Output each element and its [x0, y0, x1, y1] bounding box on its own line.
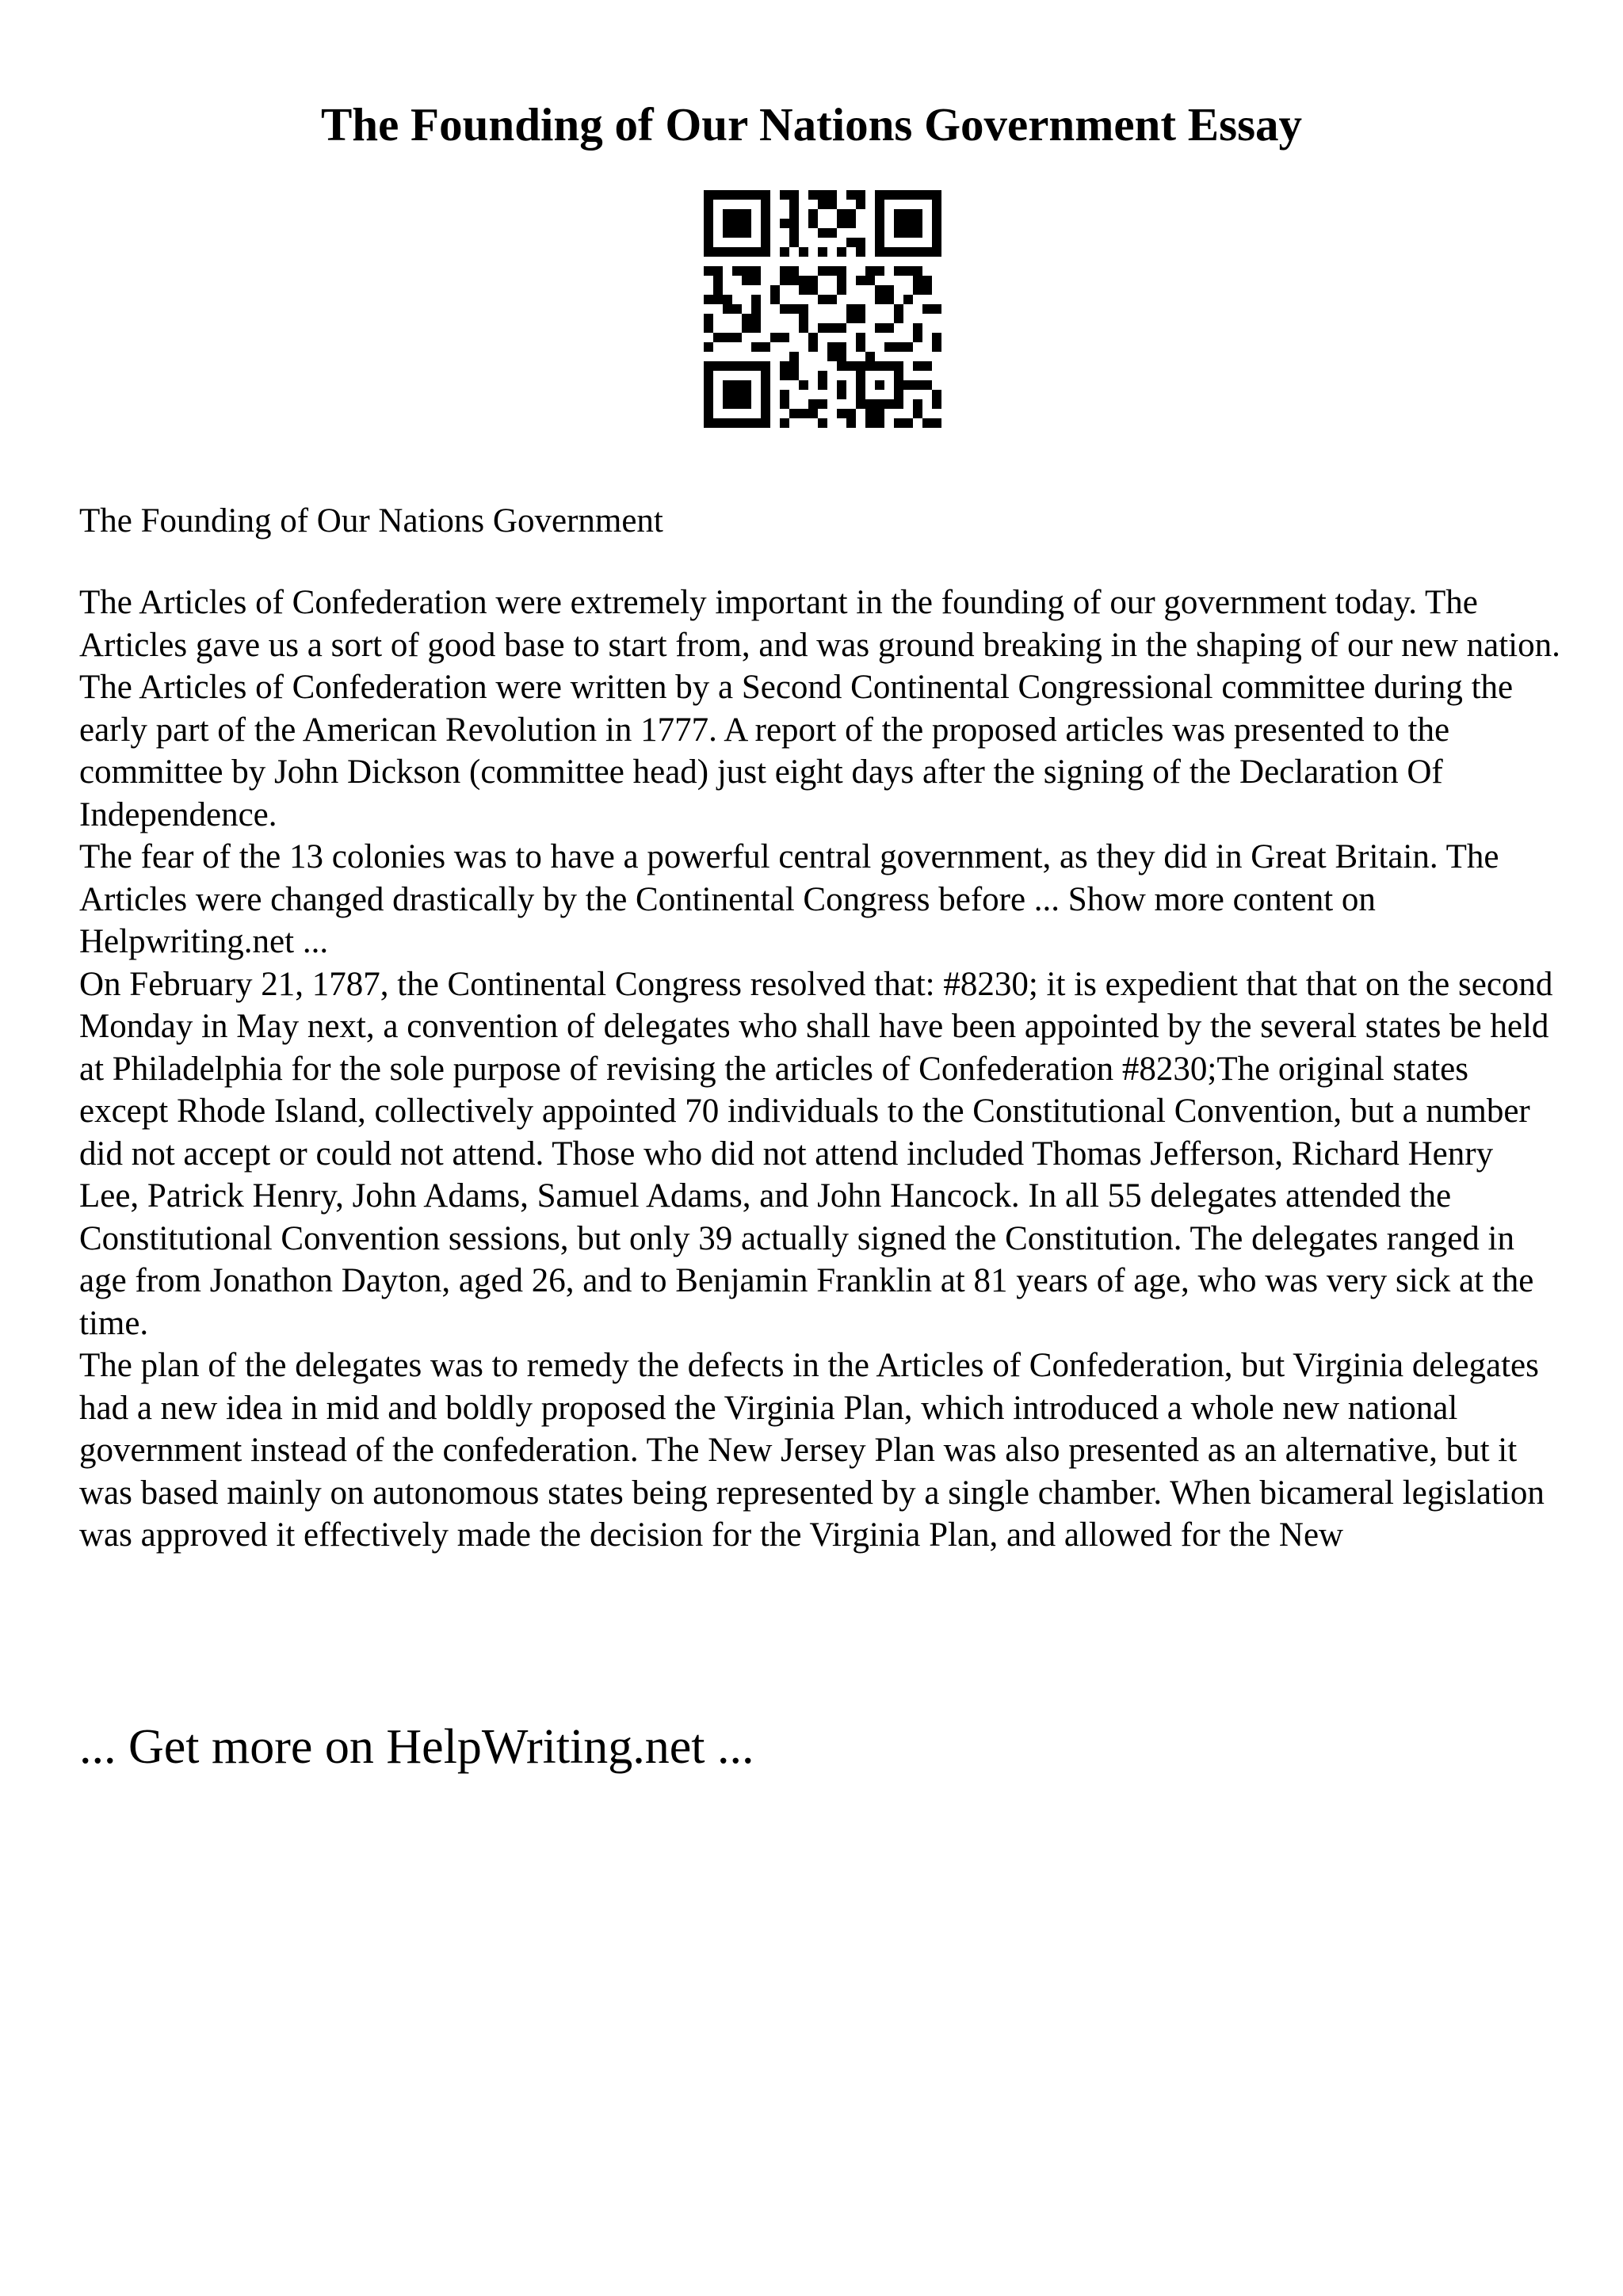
essay-paragraph: The fear of the 13 colonies was to have a powerful central government, as they did in Great Britain. The Articles were changed drastically by the Continental Congress before ... Show more content on Helpwriting.net ... — [79, 838, 1499, 960]
essay-paragraph: On February 21, 1787, the Continental Congress resolved that: #8230; it is expedient that that on the second Monday in May next, a convention of delegates who shall have been appointed by the several states be held at Philadelphia for the sole purpose of revising the articles of Confederation #8230;The original states except Rhode Island, collectively appointed 70 individuals to the Constitutional Convention, but a number did not accept or could not attend. Those who did not attend included Thomas Jefferson, Richard Henry Lee, Patrick Henry, John Adams, Samuel Adams, and John Hancock. In all 55 delegates attended the Constitutional Convention sessions, but only 39 actually signed the Constitution. The delegates ranged in age from Jonathon Dayton, aged 26, and to Benjamin Franklin at 81 years of age, who was very sick at the time. — [79, 965, 1553, 1342]
get-more-link[interactable]: ... Get more on HelpWriting.net ... — [79, 1720, 754, 1774]
qr-code-icon — [704, 190, 941, 428]
essay-body — [79, 499, 1561, 1557]
essay-paragraph: The Articles of Confederation were written by a Second Continental Congressional committee during the early part of the American Revolution in 1777. A report of the proposed articles was presented to the committee by John Dickson (committee head) just eight days after the signing of the Declaration Of Independence. — [79, 669, 1514, 833]
essay-subtitle: The Founding of Our Nations Government — [79, 502, 663, 540]
essay-paragraph: The plan of the delegates was to remedy the defects in the Articles of Confederation, but Virginia delegates had a new idea in mid and boldly proposed the Virginia Plan, which introduced a whole new national government instead of the confederation. The New Jersey Plan was also presented as an alternative, but it was based mainly on autonomous states being represented by a single chamber. When bicameral legislation was approved it effectively made the decision for the Virginia Plan, and allowed for the New — [79, 1347, 1545, 1554]
essay-paragraph: The Articles of Confederation were extremely important in the founding of our government today. The Articles gave us a sort of good base to start from, and was ground breaking in the shaping of our new nation. — [79, 584, 1560, 664]
page-title: The Founding of Our Nations Government Essay — [320, 98, 1303, 151]
